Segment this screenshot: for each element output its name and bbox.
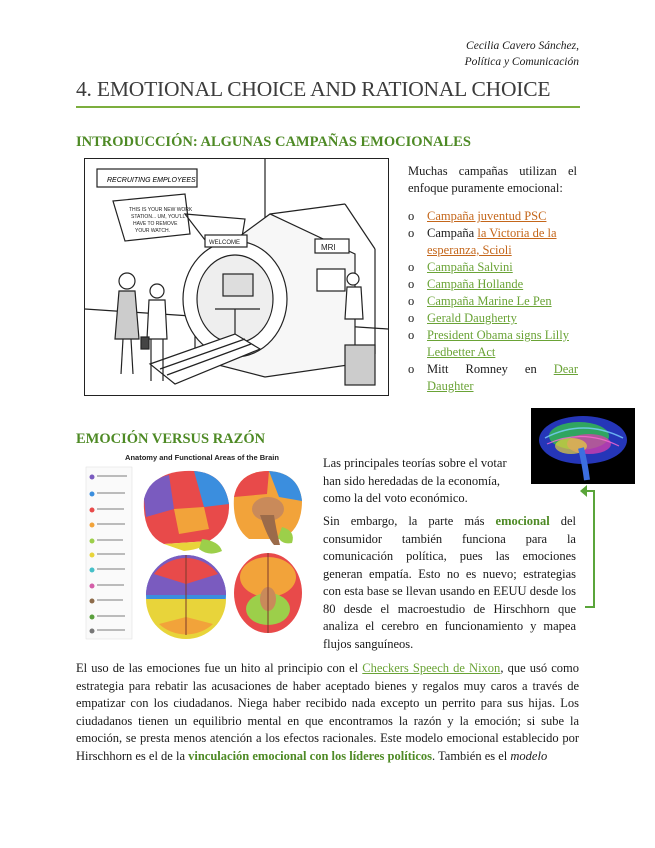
list-item (408, 225, 578, 259)
campaign-link-salvini[interactable]: Campaña Salvini (427, 260, 513, 274)
nixon-speech-link[interactable]: Checkers Speech de Nixon (362, 661, 501, 675)
campaign-link-romney[interactable]: Dear Daughter (427, 362, 578, 393)
p3-text-c: . También es el (432, 748, 511, 763)
campaign-link-scioli[interactable]: la Victoria de la esperanza, Scioli (427, 226, 557, 257)
section-heading-emotion: EMOCIÓN VERSUS RAZÓN (76, 431, 266, 447)
list-item (408, 259, 578, 276)
brain-tractography-image (531, 408, 635, 484)
list-bullet: o (408, 277, 415, 291)
svg-text:YOUR WATCH.: YOUR WATCH. (135, 228, 170, 234)
list-item (408, 208, 578, 225)
cartoon-sign-text: RECRUITING EMPLOYEES (107, 177, 196, 184)
author-block (465, 38, 579, 70)
p3-italic-text: modelo (510, 748, 548, 763)
p3-text-b: , que usó como estrategia para rebatir las acusaciones de haber aceptado bienes y regalos muy caros a través de empatizar con los ciudadanos. Niega haber recibido nada excepto un perrito para sus hijas. Los ciudadanos tienen un equilibrio mental en que encontramos la razón y la emoción; si sube la emoción, se presta menos atención a los efectos racionales. Este modelo emocional establecido por Hirschhorn es el de la (76, 661, 580, 763)
list-item (408, 310, 578, 327)
list-bullet: o (408, 209, 415, 223)
campaign-link-hollande[interactable]: Campaña Hollande (427, 277, 524, 291)
svg-text:STATION... UM, YOU'LL: STATION... UM, YOU'LL (131, 214, 186, 220)
campaign-link-psc[interactable]: Campaña juventud PSC (427, 209, 547, 223)
list-item (408, 276, 578, 293)
list-item (408, 327, 578, 361)
bracket-connector (585, 490, 595, 608)
brain-anatomy-image (84, 449, 310, 642)
campaign-link-daugherty[interactable]: Gerald Daugherty (427, 311, 517, 325)
paragraph-economic-vote: Las principales teorías sobre el votar han sido heredadas de la economía, como la del voto económico. (323, 456, 507, 505)
campaigns-intro: Muchas campañas utilizan el enfoque puramente emocional: (408, 164, 577, 195)
campaign-link-obama[interactable]: President Obama signs Lilly Ledbetter Act (427, 328, 569, 359)
list-item (408, 361, 578, 395)
author-name: Cecilia Cavero Sánchez, (466, 40, 579, 52)
list-item-prefix: Campaña (427, 226, 478, 240)
brain-poster-title: Anatomy and Functional Areas of the Brain (125, 453, 279, 462)
section-heading-intro: INTRODUCCIÓN: ALGUNAS CAMPAÑAS EMOCIONALES (76, 134, 471, 150)
page-title: 4. EMOTIONAL CHOICE AND RATIONAL CHOICE (76, 76, 580, 108)
p3-bold-text: vinculación emocional con los líderes políticos (188, 748, 432, 763)
paragraph-emotional-consumer (323, 513, 576, 653)
campaign-list (408, 208, 578, 395)
list-bullet: o (408, 260, 415, 274)
list-bullet: o (408, 226, 415, 240)
list-bullet: o (408, 294, 415, 308)
paragraph-nixon (76, 660, 579, 765)
p2-text-b: del consumidor también funciona para la comunicación política, pues las emociones generan empatía. Esto no es nuevo; estrategias con esta base se llevan usando en EEUU desde los 80 desde el macroestudio de Hirschhorn que analiza el cerebro en funcionamiento y mapea flujos sanguíneos. (323, 514, 576, 651)
arrow-icon (580, 485, 587, 497)
campaign-link-le-pen[interactable]: Campaña Marine Le Pen (427, 294, 552, 308)
cartoon-mri-text: MRI (321, 243, 336, 252)
list-item-prefix: Mitt Romney en (427, 362, 554, 376)
cartoon-welcome-text: WELCOME (209, 240, 241, 246)
list-item (408, 293, 578, 310)
list-bullet: o (408, 362, 415, 376)
p2-bold-emotional: emocional (495, 514, 550, 528)
mri-cartoon-image (84, 158, 389, 396)
list-bullet: o (408, 311, 415, 325)
course-name: Política y Comunicación (464, 56, 579, 68)
list-bullet: o (408, 328, 415, 342)
svg-text:THIS IS YOUR NEW WORK: THIS IS YOUR NEW WORK (129, 207, 193, 213)
p2-text-a: Sin embargo, la parte más (323, 514, 496, 528)
p3-text-a: El uso de las emociones fue un hito al principio con el (76, 661, 363, 675)
svg-text:HAVE TO REMOVE: HAVE TO REMOVE (133, 221, 178, 227)
